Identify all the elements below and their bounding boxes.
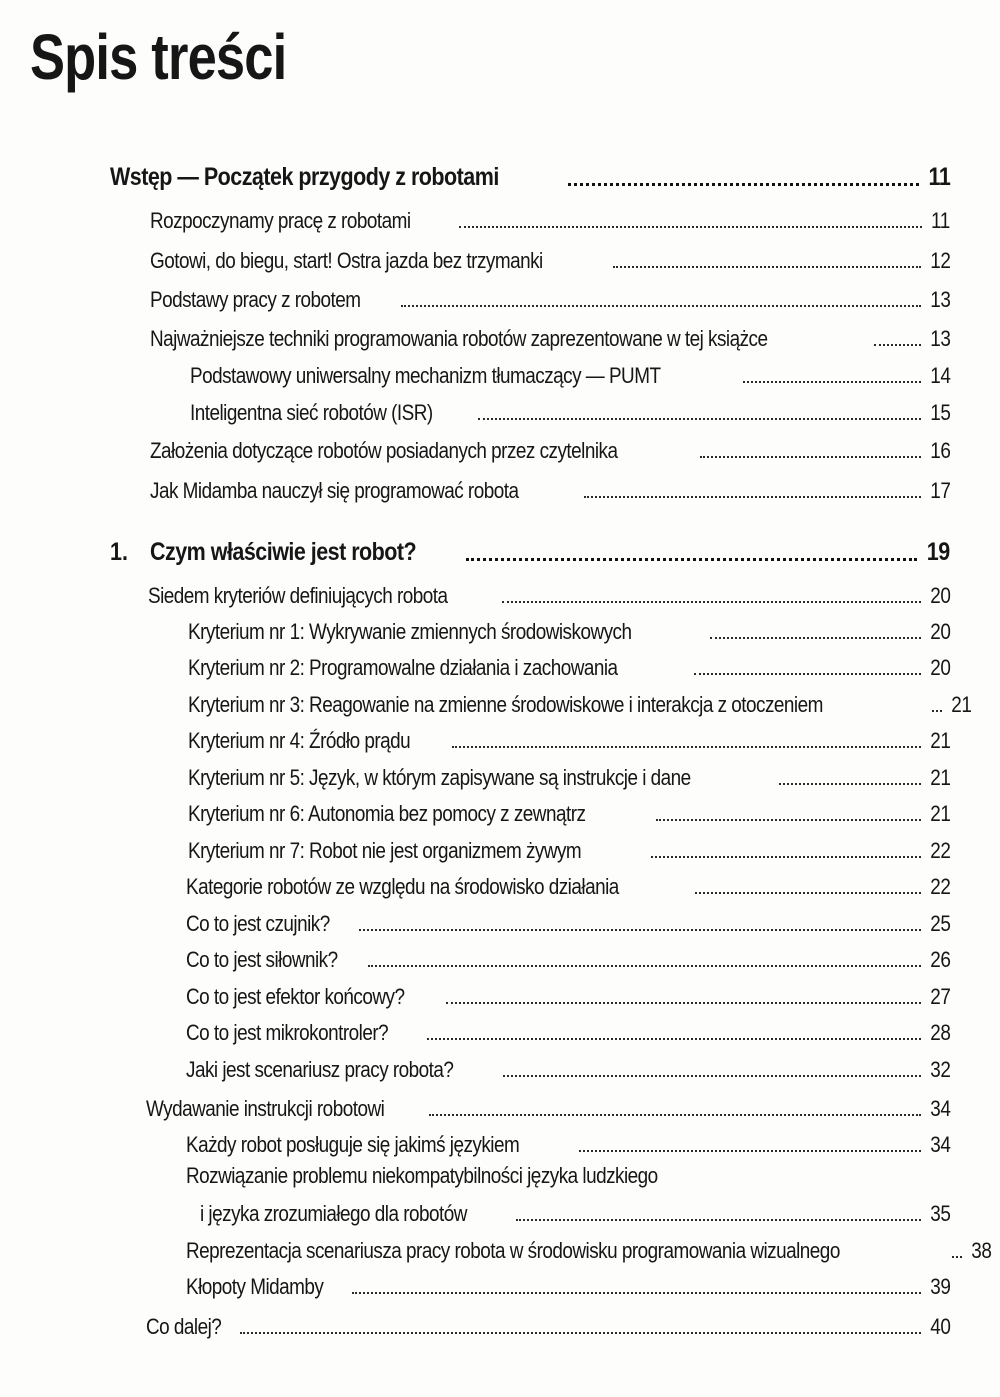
dot-leader (579, 1150, 920, 1152)
dot-leader (452, 746, 920, 748)
toc-subentry[interactable] (186, 1012, 950, 1046)
toc-entry-title: Podstawowy uniwersalny mechanizm tłumaczący — PUMT (190, 363, 661, 388)
toc-page-number: 39 (929, 1274, 950, 1299)
toc-subentry[interactable] (186, 866, 950, 900)
dot-leader (427, 1038, 920, 1040)
toc-page-number: 17 (929, 478, 950, 503)
toc-entry-title: Co dalej? (146, 1314, 222, 1339)
dot-leader (352, 1292, 921, 1294)
toc-page-number: 15 (929, 400, 950, 425)
toc-entry-title: Jaki jest scenariusz pracy robota? (186, 1057, 454, 1082)
toc-page-number: 35 (929, 1201, 950, 1226)
dot-leader (651, 856, 920, 858)
toc-entry-title: Najważniejsze techniki programowania robotów zaprezentowane w tej książce (150, 326, 768, 351)
toc-page-number: 26 (929, 947, 950, 972)
toc-entry-title: Założenia dotyczące robotów posiadanych przez czytelnika (150, 438, 618, 463)
toc-entry-title: Wydawanie instrukcji robotowi (146, 1096, 385, 1121)
toc-page-number: 28 (929, 1020, 950, 1045)
toc-entry-title: Kryterium nr 5: Język, w którym zapisywane są instrukcje i dane (188, 765, 691, 790)
toc-entry-title: Rozpoczynamy pracę z robotami (150, 208, 411, 233)
toc-subentry[interactable] (188, 757, 950, 791)
toc-page-number: 22 (929, 838, 950, 863)
dot-leader (466, 558, 918, 561)
toc-entry[interactable] (146, 1306, 950, 1340)
toc-page-number: 16 (929, 438, 950, 463)
toc-page-number: 27 (929, 984, 950, 1009)
toc-entry-title: Jak Midamba nauczył się programować robota (150, 478, 519, 503)
toc-page-number: 19 (926, 538, 950, 566)
toc-entry-title: Kryterium nr 2: Programowalne działania i zachowania (188, 655, 618, 680)
toc-page-number: 11 (931, 208, 950, 233)
toc-entry-title: Podstawy pracy z robotem (150, 287, 361, 312)
toc-entry-title: Wstęp — Początek przygody z robotami (110, 163, 499, 191)
toc-page-number: 21 (929, 801, 950, 826)
toc-entry-title: Kryterium nr 1: Wykrywanie zmiennych środowiskowych (188, 619, 632, 644)
toc-entry-title: Kryterium nr 3: Reagowanie na zmienne środowiskowe i interakcja z otoczeniem (188, 692, 823, 717)
toc-subentry[interactable] (188, 720, 950, 754)
dot-leader (368, 965, 920, 967)
toc-subentry[interactable] (188, 830, 950, 864)
chapter-number: 1. (110, 538, 128, 566)
dot-leader (694, 673, 921, 675)
toc-subentry[interactable] (188, 611, 950, 645)
toc-subentry[interactable] (188, 793, 950, 827)
toc-page-number: 40 (929, 1314, 950, 1339)
dot-leader (695, 892, 920, 894)
dot-leader (502, 601, 920, 603)
toc-page-number: 38 (971, 1238, 992, 1263)
dot-leader (401, 305, 921, 307)
toc-entry-title: Reprezentacja scenariusza pracy robota w środowisku programowania wizualnego (186, 1238, 840, 1263)
toc-entry[interactable] (150, 240, 950, 274)
toc-entry-title: Co to jest mikrokontroler? (186, 1020, 389, 1045)
toc-entry-title: Kłopoty Midamby (186, 1274, 324, 1299)
toc-subentry[interactable] (190, 355, 950, 389)
toc-subentry[interactable] (190, 392, 950, 426)
dot-leader (874, 344, 920, 346)
toc-entry-title: Kryterium nr 6: Autonomia bez pomocy z zewnątrz (188, 801, 586, 826)
toc-page-number: 34 (929, 1132, 950, 1157)
toc-entry-title: Kryterium nr 4: Źródło prądu (188, 728, 411, 753)
dot-leader (568, 183, 918, 186)
toc-subentry[interactable] (188, 684, 972, 718)
dot-leader (700, 456, 921, 458)
toc-entry-title: Co to jest czujnik? (186, 911, 330, 936)
toc-entry[interactable] (150, 470, 950, 504)
toc-page-number: 11 (928, 163, 950, 191)
toc-subentry[interactable] (188, 647, 950, 681)
dot-leader (446, 1002, 920, 1004)
toc-page-number: 32 (929, 1057, 950, 1082)
toc-subentry[interactable] (186, 976, 950, 1010)
toc-subentry[interactable] (186, 1266, 950, 1300)
dot-leader (429, 1114, 920, 1116)
page-title: Spis treści (30, 21, 287, 93)
toc-page-number: 13 (929, 326, 950, 351)
toc-entry-title: Gotowi, do biegu, start! Ostra jazda bez trzymanki (150, 248, 543, 273)
toc-entry-title: Siedem kryteriów definiujących robota (148, 583, 448, 608)
toc-page-number: 22 (929, 874, 950, 899)
toc-subentry[interactable] (186, 1049, 950, 1083)
toc-entry[interactable] (150, 430, 950, 464)
toc-entry-title: Kategorie robotów ze względu na środowisko działania (186, 874, 619, 899)
toc-page-number: 34 (929, 1096, 950, 1121)
toc-entry-title: Co to jest efektor końcowy? (186, 984, 405, 1009)
toc-entry-title: Co to jest siłownik? (186, 947, 338, 972)
toc-entry-title: Każdy robot posługuje się jakimś językiem (186, 1132, 520, 1157)
dot-leader (952, 1256, 962, 1258)
toc-entry-title: Czym właściwie jest robot? (150, 538, 417, 566)
toc-subentry[interactable] (186, 1230, 992, 1264)
toc-page-number: 14 (929, 363, 950, 388)
toc-entry[interactable] (150, 200, 950, 234)
toc-subentry[interactable] (186, 1124, 950, 1158)
toc-entry-title-line1: Rozwiązanie problemu niekompatybilności języka ludzkiego (186, 1163, 658, 1188)
dot-leader (240, 1332, 921, 1334)
dot-leader (656, 819, 920, 821)
toc-page-number: 21 (929, 765, 950, 790)
toc-entry[interactable] (146, 1088, 950, 1122)
dot-leader (584, 496, 920, 498)
toc-entry-title: Inteligentna sieć robotów (ISR) (190, 400, 433, 425)
toc-subentry[interactable] (186, 1163, 950, 1227)
toc-chapter-1[interactable] (110, 533, 950, 567)
toc-page-number: 20 (929, 655, 950, 680)
toc-subentry[interactable] (186, 903, 950, 937)
dot-leader (779, 783, 921, 785)
toc-page-number: 25 (929, 911, 950, 936)
toc-page-number: 21 (929, 728, 950, 753)
toc-page-number: 20 (929, 619, 950, 644)
dot-leader (359, 929, 920, 931)
dot-leader (516, 1219, 920, 1221)
toc-entry[interactable] (150, 279, 950, 313)
toc-page-number: 13 (929, 287, 950, 312)
toc-page-number: 21 (951, 692, 972, 717)
dot-leader (503, 1075, 921, 1077)
dot-leader (932, 710, 942, 712)
toc-chapter-intro[interactable] (110, 158, 950, 192)
toc-page-number: 12 (929, 248, 950, 273)
toc-subentry[interactable] (186, 939, 950, 973)
toc-page-number: 20 (929, 583, 950, 608)
dot-leader (478, 418, 920, 420)
dot-leader (710, 637, 921, 639)
toc-entry[interactable] (148, 575, 950, 609)
toc-entry-title: Kryterium nr 7: Robot nie jest organizmem żywym (188, 838, 582, 863)
dot-leader (613, 266, 921, 268)
toc-entry-title: i języka zrozumiałego dla robotów (200, 1201, 467, 1226)
toc-entry[interactable] (150, 318, 950, 352)
dot-leader (743, 381, 920, 383)
dot-leader (459, 226, 922, 228)
